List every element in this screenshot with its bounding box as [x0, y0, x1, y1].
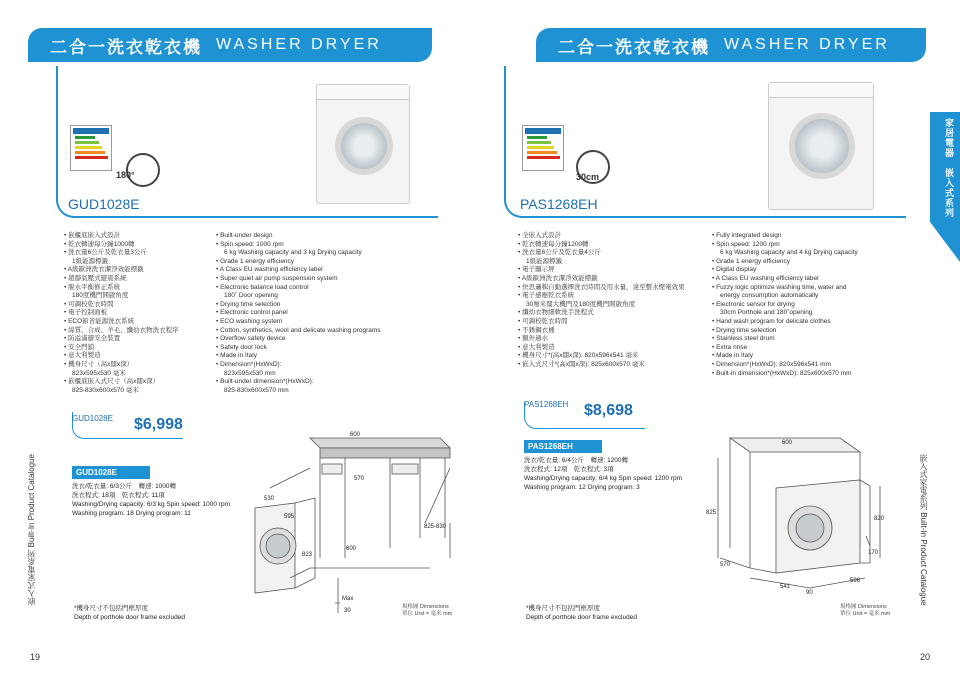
feature-item: • Fuzzy logic optimize washing time, water and [712, 284, 898, 293]
dim-530: 530 [264, 496, 275, 502]
side-catalogue-label: 嵌入式家電系列 Built-In Product Catalogue [27, 454, 36, 606]
feature-item: 1級能源標籤 [526, 257, 563, 265]
features-list-zh [518, 232, 708, 370]
feature-item: • 額外過水 [518, 335, 708, 344]
feature-item: • Fully integrated design [712, 232, 898, 241]
dim-820: 820 [874, 516, 885, 522]
feature-item: • 意大利製造 [64, 352, 204, 361]
feature-item: • Overflow safety device [216, 335, 396, 344]
section-banner [536, 28, 926, 62]
feature-item: • 機身尺寸*(高x闊x深): 820x596x541 毫米 [518, 352, 708, 361]
section-tab-point [930, 222, 960, 262]
spec-line: Washing/Drying capacity: 6/3 kg Spin speed: 1000 rpm [72, 501, 231, 508]
feature-item: • 乾衣轉速每分鐘1200轉 [518, 241, 708, 250]
feature-item: 823x595x530 mm [224, 369, 276, 377]
feature-item: • Super quiet air pump suspension system [216, 275, 396, 284]
feature-item: • 意大利製造 [518, 344, 708, 353]
spec-line: Washing/Drying capacity: 6/4 kg Spin speed: 1200 rpm [524, 475, 683, 482]
dim-595: 595 [284, 514, 295, 520]
feature-item: • 電子顯示屏 [518, 266, 708, 275]
dimension-caption-unit: 單位 Unit = 毫米 mm [840, 611, 891, 617]
feature-item: • Made in Italy [216, 352, 396, 361]
dim-90: 90 [806, 590, 813, 596]
door-angle-label: 180° [116, 170, 135, 180]
dimension-caption-unit: 單位 Unit = 毫米 mm [402, 611, 453, 617]
feature-item: • A Class EU washing efficiency label [216, 266, 396, 275]
feature-item: • 嵌櫃底嵌入式尺寸（高x闊x深） [64, 378, 204, 387]
feature-item: • Spin speed: 1200 rpm [712, 241, 898, 250]
dim-825-830: 825-830 [424, 524, 447, 530]
page-number: 19 [30, 652, 41, 662]
feature-item: • Electronic balance load control [216, 284, 396, 293]
porthole-size-label: 30cm [576, 172, 600, 182]
dim-max: Max [342, 596, 354, 602]
feature-item: • Grade 1 energy efficiency [216, 258, 396, 267]
feature-item: • Electronic control panel [216, 309, 396, 318]
spec-lines [72, 482, 230, 518]
feature-item: • A Class EU washing efficiency label [712, 275, 898, 284]
spec-lines [524, 456, 682, 492]
dim-600: 600 [350, 432, 361, 438]
spec-line: Washing program: 18 Drying program: 11 [72, 510, 191, 517]
feature-item: 1級能源標籤 [72, 257, 109, 265]
feature-item: • 可調校乾衣時間 [518, 318, 708, 327]
feature-item: • Dimension*(HxWxD): [216, 361, 396, 370]
model-name: PAS1268EH [520, 196, 598, 212]
feature-item: • 乾衣轉速每分鐘1000轉 [64, 241, 204, 250]
dimension-diagram [250, 428, 465, 618]
price: $8,698 [584, 402, 633, 419]
dim-600b: 600 [346, 546, 357, 552]
feature-item: • Electronic sensor for drying [712, 301, 898, 310]
feature-item: • ECO washing system [216, 318, 396, 327]
dimension-caption-zh: 規格圖 Dimensions [840, 604, 887, 610]
banner-title-en: WASHER DRYER [724, 36, 890, 53]
feature-item: • Hand wash program for delicate clothes [712, 318, 898, 327]
dimension-diagram [690, 428, 890, 600]
catalogue-page-20 [480, 0, 960, 679]
feature-item: • 快思邏輯自動選擇洗衣時間及用水量，達至整水慳電效果 [518, 284, 708, 293]
feature-item: • 嵌入式尺寸*(高x闊x深): 825x600x570 毫米 [518, 361, 708, 370]
features-list-en [216, 232, 396, 395]
banner-title-zh: 二合一洗衣乾衣機 [558, 37, 710, 58]
footnote-en: Depth of porthole door frame excluded [526, 614, 637, 621]
feature-item: • Built-in dimension*(HxWxD): 825x600x570 mm [712, 370, 898, 379]
feature-item: • Stainless steel drum [712, 335, 898, 344]
spec-summary [524, 440, 682, 492]
footnote-en: Depth of porthole door frame excluded [74, 614, 185, 621]
dim-570: 570 [720, 562, 731, 568]
feature-item: • 嵌櫃底嵌入式設計 [64, 232, 204, 241]
feature-item: 825-830x600x570 毫米 [72, 386, 139, 394]
energy-label-icon [70, 125, 112, 171]
feature-item: • Made in Italy [712, 352, 898, 361]
feature-item: • 防溢滿避安全裝置 [64, 335, 204, 344]
feature-item: • A級歐洲洗衣潔淨效能標籤 [64, 266, 204, 275]
section-tab-label: 家居電器 嵌入式系列 [944, 118, 954, 218]
spec-header: PAS1268EH [524, 440, 602, 453]
feature-item: 30厘米闊大機門及180度機門開啟角度 [526, 300, 636, 308]
feature-item: 6 kg Washing capacity and 4 kg Drying capacity [720, 249, 858, 257]
feature-item: • Safety door lock [216, 344, 396, 353]
dimension-caption [402, 604, 452, 618]
washer-dryer-image [316, 84, 410, 204]
price-model: GUD1028E [72, 414, 113, 423]
dim-30: 30 [344, 608, 351, 614]
feature-item: • 電子控制面板 [64, 309, 204, 318]
feature-item: • Extra rinse [712, 344, 898, 353]
footnote-zh: *機身尺寸不包括門框厚度 [526, 605, 601, 612]
feature-item: • Digital display [712, 266, 898, 275]
feature-item: • 綿質、合成、羊毛、纖幼衣物洗衣程序 [64, 327, 204, 336]
dimension-caption [840, 604, 890, 618]
spec-header: GUD1028E [72, 466, 150, 479]
feature-item: 180˚ Door opening [224, 292, 278, 300]
feature-item: • 洗衣量6公斤及乾衣量3公斤 [64, 249, 204, 258]
dim-823: 823 [302, 552, 313, 558]
footnote [74, 604, 185, 622]
feature-item: • Dimension*(HxWxD): 820x596x541 mm [712, 361, 898, 370]
feature-item: • 不銹鋼衣桶 [518, 327, 708, 336]
spec-line: 洗衣/乾衣量: 6/3公斤 轉速: 1000轉 [72, 483, 177, 490]
spec-line: 洗衣/乾衣量: 6/4公斤 轉速: 1200轉 [524, 457, 629, 464]
feature-item: • Cotton, synthetics, wool and delicate washing programs [216, 327, 396, 336]
feature-item: • ECO節省能源洗衣系統 [64, 318, 204, 327]
dim-170: 170 [868, 550, 879, 556]
footnote [526, 604, 637, 622]
feature-item: • 超靜氣壓式避震系統 [64, 275, 204, 284]
spec-summary [72, 466, 230, 518]
section-banner [28, 28, 432, 62]
features-list-zh [64, 232, 204, 395]
feature-item: • 全嵌入式設計 [518, 232, 708, 241]
feature-item: 6 kg Washing capacity and 3 kg Drying capacity [224, 249, 362, 257]
spec-line: 洗衣程式: 18項 乾衣程式: 11項 [72, 492, 165, 499]
dim-570: 570 [354, 476, 365, 482]
model-name: GUD1028E [68, 196, 140, 212]
feature-item: • 電子感應乾衣系統 [518, 292, 708, 301]
dim-825: 825 [706, 510, 717, 516]
feature-item: • Built-under design [216, 232, 396, 241]
feature-item: 180度機門開啟角度 [72, 292, 129, 300]
feature-item: 825-830x600x570 mm [224, 386, 289, 394]
dimension-caption-zh: 規格圖 Dimensions [402, 604, 449, 610]
feature-item: • A級歐洲洗衣潔淨效能標籤 [518, 275, 708, 284]
feature-item: 823x595x530 毫米 [72, 369, 126, 377]
banner-title-en: WASHER DRYER [216, 36, 382, 53]
footnote-zh: *機身尺寸不包括門框厚度 [74, 605, 149, 612]
spec-line: 洗衣程式: 12項 乾衣程式: 3項 [524, 466, 614, 473]
page-number: 20 [920, 652, 931, 662]
feature-item: • 機身尺寸（高x闊x深） [64, 361, 204, 370]
feature-item: • 可調校乾衣時間 [64, 301, 204, 310]
feature-item: • 脫水平衡修正系統 [64, 284, 204, 293]
features-list-en [712, 232, 898, 378]
feature-item: 30cm Porthole and 180˚opening [720, 309, 813, 317]
dim-596: 596 [850, 578, 861, 584]
dim-600: 600 [782, 440, 793, 446]
dim-541: 541 [780, 584, 791, 590]
feature-item: • 洗衣量6公斤及乾衣量4公斤 [518, 249, 708, 258]
feature-item: • 纖幼衣物細軟洗手洗程式 [518, 309, 708, 318]
spec-line: Washing program: 12 Drying program: 3 [524, 484, 640, 491]
feature-item: • 安全門鎖 [64, 344, 204, 353]
price: $6,998 [134, 416, 183, 433]
price-model: PAS1268EH [524, 400, 569, 409]
feature-item: • Built-under dimension*(HxWxD): [216, 378, 396, 387]
feature-item: • Spin speed: 1000 rpm [216, 241, 396, 250]
washer-dryer-image [768, 82, 874, 210]
banner-title-zh: 二合一洗衣乾衣機 [50, 37, 202, 58]
side-catalogue-label: 嵌入式家電系列 Built-In Product Catalogue [919, 454, 928, 606]
feature-item: energy consumption automatically [720, 292, 819, 300]
feature-item: • Drying time selection [216, 301, 396, 310]
energy-label-icon [522, 125, 564, 171]
feature-item: • Drying time selection [712, 327, 898, 336]
feature-item: • Grade 1 energy efficiency [712, 258, 898, 267]
